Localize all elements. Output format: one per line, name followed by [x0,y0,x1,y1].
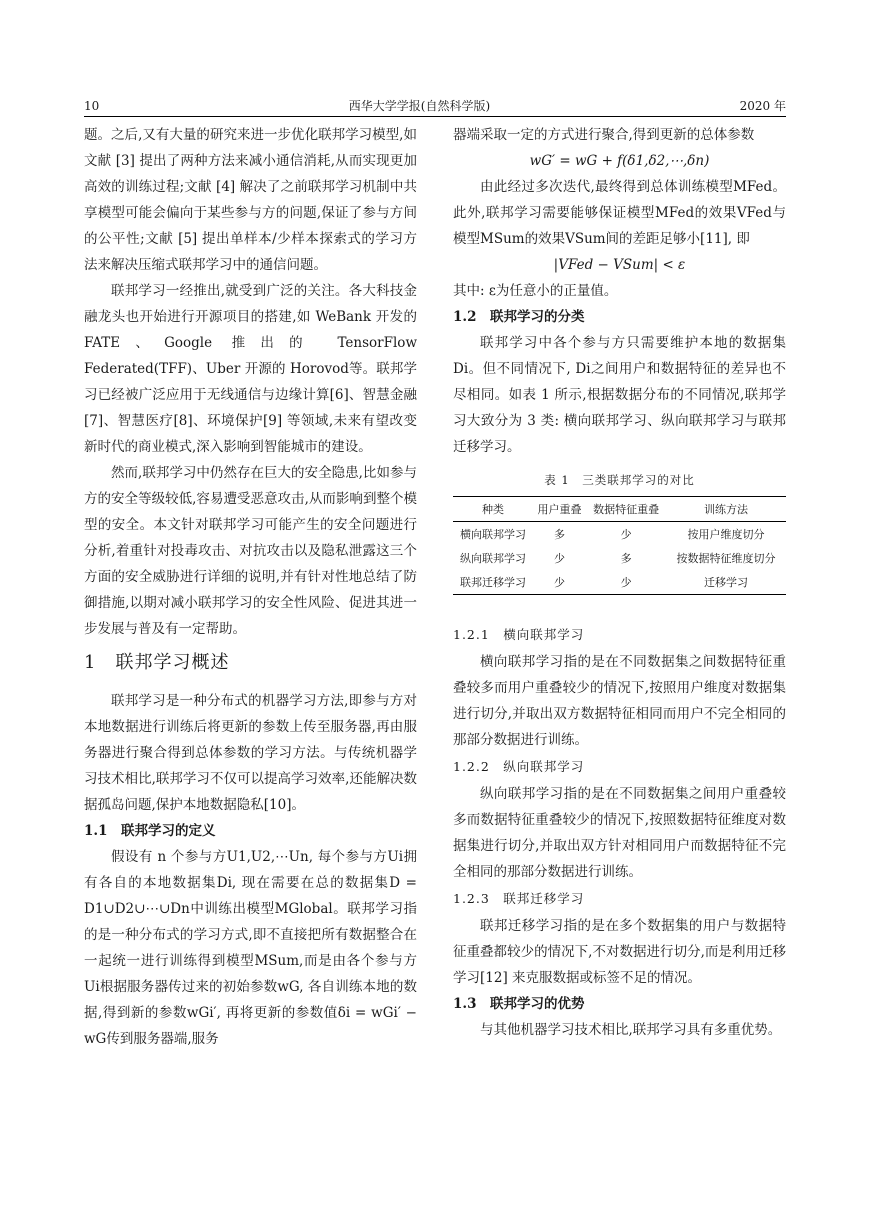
table-header-cell: 种类 [481,503,504,516]
paragraph: 联邦学习一经推出,就受到广泛的关注。各大科技金融龙头也开始进行开源项目的搭建,如 WeBank 开发的 FATE、Google 推出的 TensorFlow Federated(TFF)、Uber 开源的 Horovod等。联邦学习已经被广泛应用于无线通信与边缘计算[6]、智慧金融[7]、智慧医疗[8]、环境保护[9] 等领域,未来有望改变新时代的商业模式,深入影响到智能城市的建设。 [84,283,417,455]
paragraph: 由此经过多次迭代,最终得到总体训练模型MFed。此外,联邦学习需要能够保证模型MFed的效果VFed与模型MSum的效果VSum间的差距足够小[11], 即 [453,179,786,247]
page-number: 10 [84,99,100,113]
table-cell: 按用户维度切分 [687,528,765,541]
section-heading: 1 联邦学习概述 [84,652,230,673]
journal-title: 西华大学学报(自然科学版) [348,99,491,113]
table-header-cell: 用户重叠 [537,503,582,516]
paragraph: 然而,联邦学习中仍然存在巨大的安全隐患,比如参与方的安全等级较低,容易遭受恶意攻击,从而影响到整个模型的安全。本文针对联邦学习可能产生的安全问题进行分析,着重针对投毒攻击、对抗攻击以及隐私泄露这三个方面的安全威胁进行详细的说明,并有针对性地总结了防御措施,以期对减小联邦学习的安全性风险、促进其进一步发展与普及有一定帮助。 [84,465,417,637]
paragraph: 假设有 n 个参与方U1,U2,⋯Un, 每个参与方Ui拥有各自的本地数据集Di, 现在需要在总的数据集D = D1∪D2∪⋯∪Dn中训练出模型MGlobal。联邦学习指的是一种分布式的学习方式,即不直接把所有数据整合在一起统一进行训练得到模型MSum,而是由各个参与方Ui根据服务器传过来的初始参数wG, 各自训练本地的数据,得到新的参数wGi′, 再将更新的参数值δi = wGi′ − wG传到服务器端,服务 [84,849,417,1047]
table-header-cell: 训练方法 [704,503,749,516]
table-cell: 少 [620,576,632,589]
table-cell: 少 [620,528,632,541]
paragraph: 联邦学习中各个参与方只需要维护本地的数据集Di。但不同情况下, Di之间用户和数据特征的差异也不尽相同。如表 1 所示,根据数据分布的不同情况,联邦学习大致分为 3 类: 横向联邦学习、纵向联邦学习与联邦迁移学习。 [453,335,786,455]
subsection-heading: 1.1 联邦学习的定义 [84,823,216,839]
table-cell: 多 [554,528,566,541]
year: 2020 年 [739,99,786,113]
comparison-table [453,496,786,595]
subsubsection-heading: 1.2.3 联邦迁移学习 [453,891,585,906]
equation: |VFed − VSum| < ε [553,257,686,273]
table-row [453,522,786,547]
subsection-heading: 1.2 联邦学习的分类 [453,309,585,325]
table-header-row [453,497,786,522]
paragraph: 联邦学习是一种分布式的机器学习方法,即参与方对本地数据进行训练后将更新的参数上传至服务器,再由服务器进行聚合得到总体参数的学习方法。与传统机器学习技术相比,联邦学习不仅可以提高学习效率,还能解决数据孤岛问题,保护本地数据隐私[10]。 [84,693,417,813]
paragraph: 纵向联邦学习指的是在不同数据集之间用户重叠较多而数据特征重叠较少的情况下,按照数据特征维度对数据集进行切分,并取出双方针对相同用户而数据特征不完全相同的那部分数据进行训练。 [453,786,786,880]
right-column [453,122,786,1043]
subsubsection-heading: 1.2.2 纵向联邦学习 [453,759,585,774]
subsection-heading: 1.3 联邦学习的优势 [453,996,585,1012]
table-cell: 多 [620,552,632,565]
page-header [84,96,786,117]
paragraph: 与其他机器学习技术相比,联邦学习具有多重优势。 [480,1022,782,1038]
paragraph: 横向联邦学习指的是在不同数据集之间数据特征重叠较多而用户重叠较少的情况下,按照用户维度对数据集进行切分,并取出双方数据特征相同而用户不完全相同的那部分数据进行训练。 [453,654,786,748]
subsubsection-heading: 1.2.1 横向联邦学习 [453,627,585,642]
table-cell: 联邦迁移学习 [459,576,526,589]
table-caption: 表 1 三类联邦学习的对比 [544,473,695,487]
table-cell: 少 [554,552,566,565]
table-header-cell: 数据特征重叠 [593,503,660,516]
table-cell: 少 [554,576,566,589]
equation: wG′ = wG + f(δ1,δ2,⋯,δn) [529,153,710,169]
table-row [453,570,786,595]
paragraph: 题。之后,又有大量的研究来进一步优化联邦学习模型,如文献 [3] 提出了两种方法来减小通信消耗,从而实现更加高效的训练过程;文献 [4] 解决了之前联邦学习机制中共享模型可能会偏向于某些参与方的问题,保证了参与方间的公平性;文献 [5] 提出单样本/少样本探索式的学习方法来解决压缩式联邦学习中的通信问题。 [84,127,417,273]
paragraph: 器端采取一定的方式进行聚合,得到更新的总体参数 [453,127,755,143]
table-cell: 迁移学习 [704,576,749,589]
table-cell: 纵向联邦学习 [459,552,526,565]
table-cell: 按数据特征维度切分 [676,552,776,565]
paragraph: 联邦迁移学习指的是在多个数据集的用户与数据特征重叠都较少的情况下,不对数据进行切分,而是利用迁移学习[12] 来克服数据或标签不足的情况。 [453,918,786,986]
table-cell: 横向联邦学习 [459,528,526,541]
paragraph: 其中: ε为任意小的正量值。 [453,283,618,299]
table-row [453,546,786,570]
left-column [84,122,417,1052]
